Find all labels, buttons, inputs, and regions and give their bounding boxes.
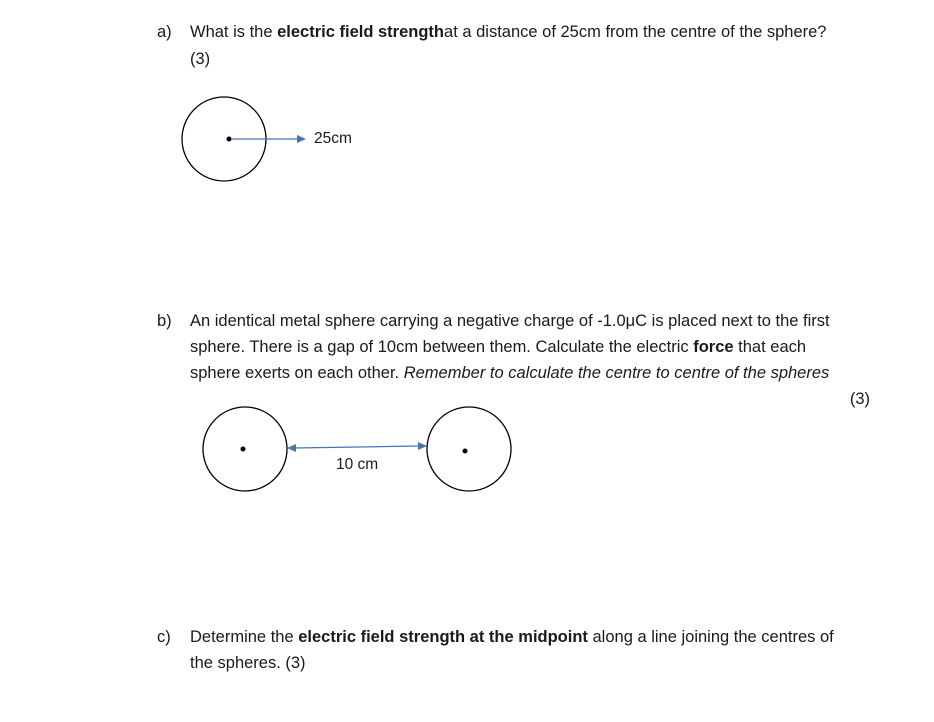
question-a-text-bold: electric field strength bbox=[277, 23, 445, 41]
sphere-b-right-outline bbox=[427, 407, 511, 491]
gap-arrow-head-left bbox=[287, 444, 296, 452]
question-a-line-1 bbox=[190, 19, 826, 45]
question-b-line-3-italic: Remember to calculate the centre to centre of the spheres bbox=[403, 364, 830, 382]
question-a-letter: a) bbox=[157, 23, 172, 41]
gap-arrow-head-right bbox=[418, 442, 427, 450]
sphere-b-left-centre-dot bbox=[241, 447, 246, 452]
question-c-line-1 bbox=[190, 624, 834, 650]
question-a-marks: (3) bbox=[190, 50, 211, 68]
figure-a-sphere-diagram bbox=[170, 85, 310, 195]
gap-arrow-line bbox=[295, 446, 419, 448]
question-b-line-2-post: that each bbox=[733, 338, 807, 356]
question-a-text-pre: What is the bbox=[190, 23, 278, 41]
question-a-text-post: at a distance of 25cm from the centre of the sphere? bbox=[444, 23, 827, 41]
question-c-letter: c) bbox=[157, 628, 171, 646]
question-b-letter: b) bbox=[157, 312, 172, 330]
figure-b-two-spheres-diagram bbox=[195, 400, 525, 500]
figure-b-gap-label: 10 cm bbox=[336, 456, 379, 473]
question-b-line-1: An identical metal sphere carrying a negative charge of -1.0μC is placed next to the first bbox=[190, 312, 830, 330]
sphere-b-right-centre-dot bbox=[463, 449, 468, 454]
question-b-line-2-pre: sphere. There is a gap of 10cm between them. Calculate the electric bbox=[190, 338, 694, 356]
question-b-line-2 bbox=[190, 334, 806, 360]
question-c-line-1-bold: electric field strength at the midpoint bbox=[298, 628, 588, 646]
sphere-a-centre-dot bbox=[227, 137, 232, 142]
question-c-line-2: the spheres. (3) bbox=[190, 654, 306, 672]
figure-a-distance-label: 25cm bbox=[314, 130, 352, 147]
question-c-line-1-pre: Determine the bbox=[190, 628, 299, 646]
question-b-line-3 bbox=[190, 360, 829, 386]
question-c-line-1-post: along a line joining the centres of bbox=[587, 628, 834, 646]
radius-arrow-head bbox=[297, 135, 306, 143]
question-b-line-3-pre: sphere exerts on each other. bbox=[190, 364, 404, 382]
question-b-marks: (3) bbox=[849, 390, 870, 408]
question-b-line-2-bold: force bbox=[693, 338, 734, 356]
